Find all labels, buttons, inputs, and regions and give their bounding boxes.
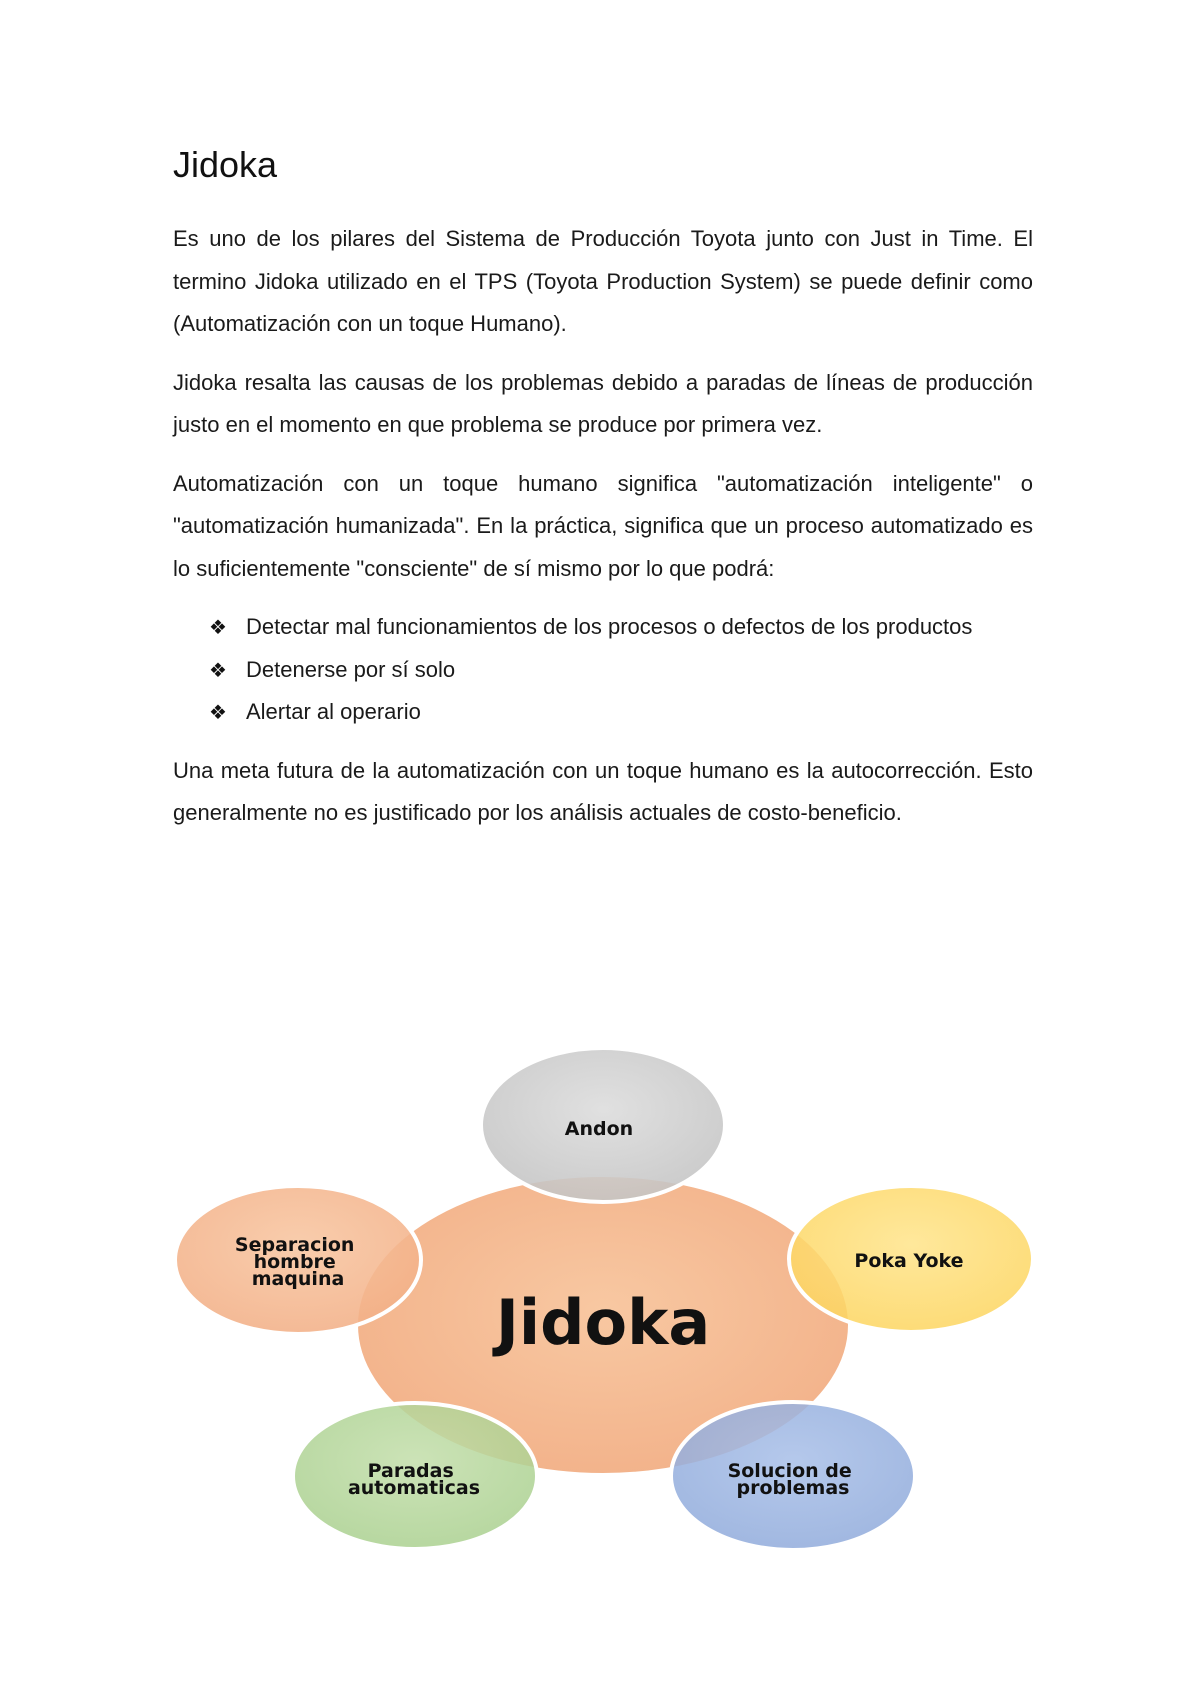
- node-label-andon: [565, 1118, 633, 1140]
- node-label-paradas: [348, 1460, 480, 1499]
- node-label-line: Solucion de: [727, 1460, 852, 1482]
- node-label-solucion: [728, 1460, 859, 1499]
- list-item-text: Alertar al operario: [246, 699, 421, 724]
- diamond-bullet-icon: ❖: [209, 615, 227, 639]
- list-item-text: Detenerse por sí solo: [246, 656, 456, 682]
- node-label-poka-yoke: [854, 1250, 963, 1272]
- paragraph-intro-3: Automatización con un toque humano significa "automatización inteligente" o "automatización humanizada". En la práctica, significa que un proceso automatizado es lo suficientemente "consciente" de sí mismo por lo que podrá:: [173, 470, 1033, 581]
- node-label-separacion: [235, 1234, 361, 1290]
- diamond-bullet-icon: ❖: [209, 700, 227, 724]
- node-label-line: Andon: [564, 1118, 634, 1140]
- node-label-line: Separacion: [234, 1234, 355, 1256]
- node-label-line: Paradas: [367, 1460, 454, 1482]
- node-label-line: maquina: [251, 1268, 345, 1290]
- list-item-text: Detectar mal funcionamientos de los procesos o defectos de los productos: [246, 614, 973, 639]
- page-title: Jidoka: [173, 144, 278, 185]
- node-label-line: Poka Yoke: [854, 1250, 964, 1272]
- paragraph-intro-1: Es uno de los pilares del Sistema de Producción Toyota junto con Just in Time. El termino Jidoka utilizado en el TPS (Toyota Production System) se puede definir como (Automatización con un toque Humano).: [173, 226, 1033, 336]
- paragraph-closing: Una meta futura de la automatización con un toque humano es la autocorrección. Esto generalmente no es justificado por los análisis actuales de costo-beneficio.: [173, 757, 1033, 825]
- center-label: Jidoka: [495, 1286, 711, 1359]
- node-label-line: problemas: [736, 1477, 850, 1499]
- paragraph-intro-2: Jidoka resalta las causas de los problemas debido a paradas de líneas de producción justo en el momento en que problema se produce por primera vez.: [173, 369, 1033, 437]
- node-label-line: hombre: [253, 1251, 336, 1273]
- node-label-line: automaticas: [347, 1477, 481, 1499]
- diamond-bullet-icon: ❖: [209, 657, 227, 682]
